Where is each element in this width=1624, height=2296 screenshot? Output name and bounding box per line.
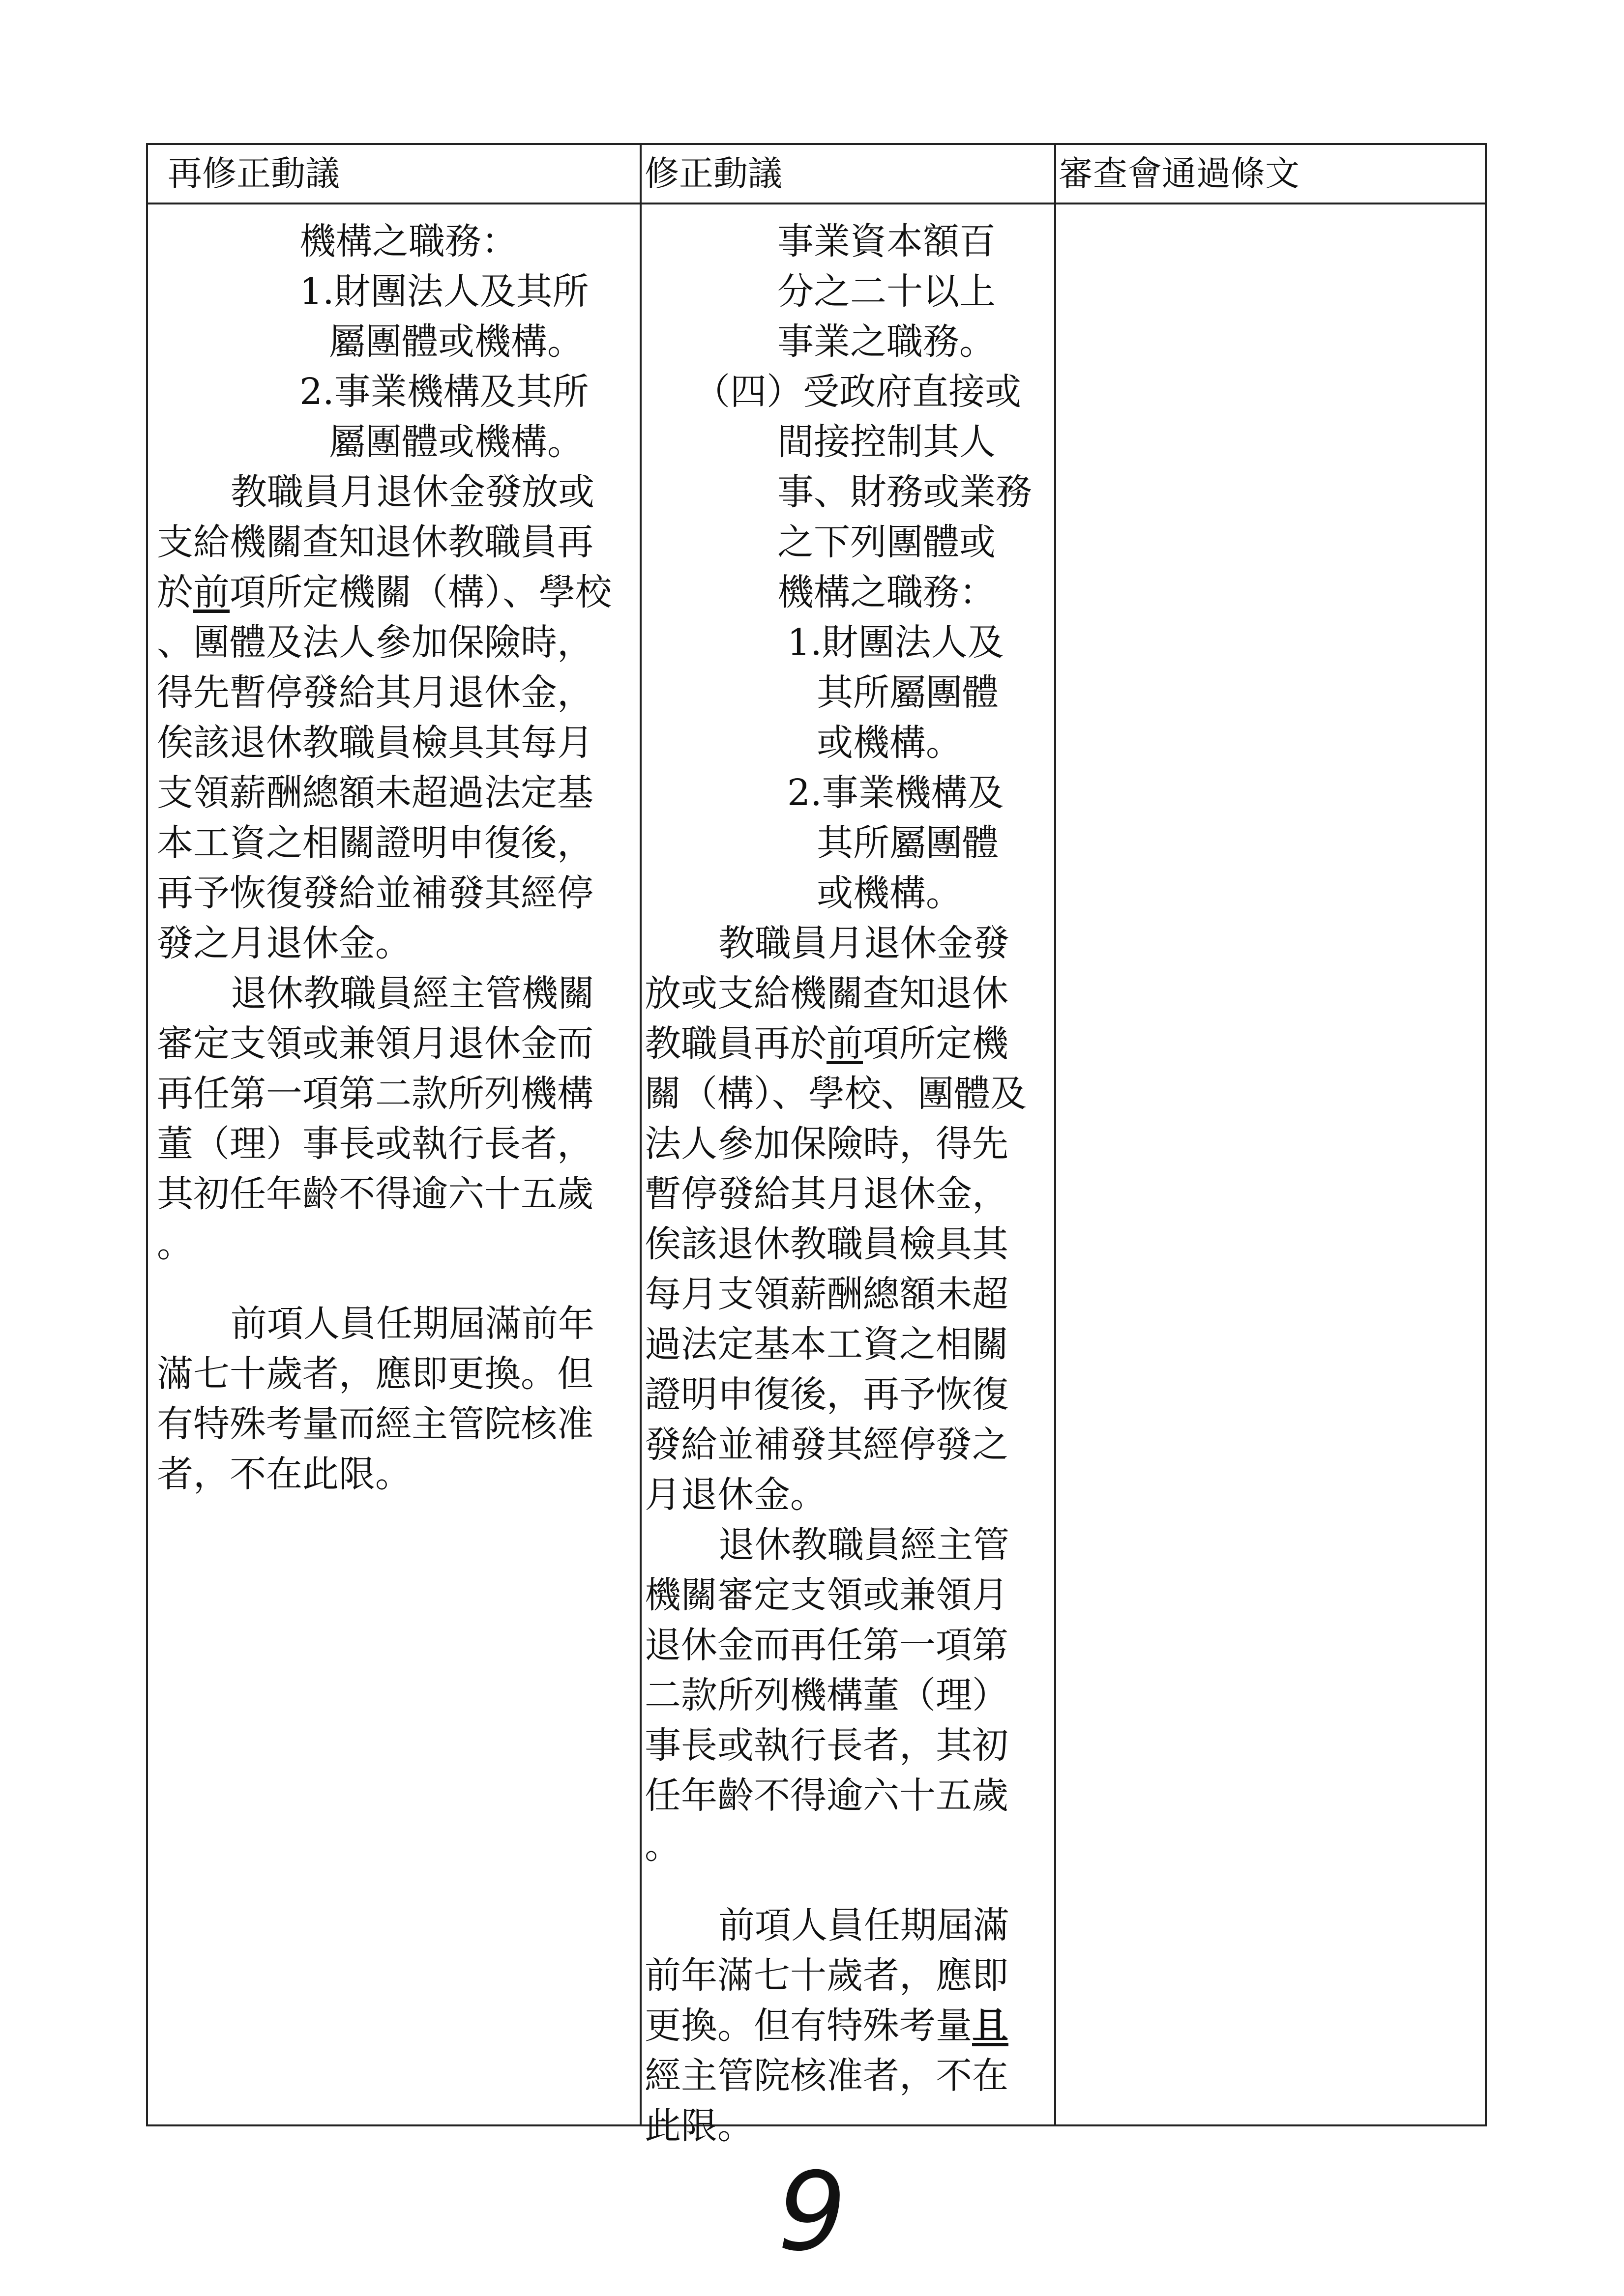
text-line [157,1018,634,1069]
line-text: 支給機關查知退休教職員再 [157,521,593,563]
line-text: 俟該退休教職員檢具其每月 [157,722,593,764]
text-line [645,467,1053,517]
line-text: 事業之職務。 [777,320,996,363]
text-line [645,617,1053,668]
line-text: 間接控制其人 [777,421,996,463]
column-divider [1054,145,1056,2124]
text-line [645,266,1053,317]
line-text: 或機構。 [817,872,962,914]
line-text: 。 [645,1825,681,1867]
line-text: 更換。但有特殊考量 [645,2005,972,2047]
line-text: 事長或執行長者，其初 [645,1724,1008,1767]
text-line [157,918,634,968]
line-text: 放或支給機關查知退休 [645,972,1008,1015]
paragraph-spacer [157,1269,634,1299]
text-line [157,517,634,567]
line-text: 法人參加保險時，得先 [645,1123,1008,1165]
text-line [157,1449,634,1499]
line-text: 二款所列機構董（理） [645,1674,1008,1716]
line-text: 退休教職員經主管 [718,1524,1009,1566]
line-text: 項所定機 [863,1022,1008,1065]
column-divider [640,145,642,2124]
line-text: 、團體及法人參加保險時， [157,621,593,664]
text-line [157,1399,634,1449]
text-line [645,818,1053,868]
text-line [645,367,1053,417]
text-line [645,1620,1053,1670]
line-text: 前項人員任期屆滿前年 [231,1303,594,1345]
line-text: 其初任年齡不得逾六十五歲 [157,1173,593,1215]
text-line [645,1369,1053,1420]
line-text: 前項人員任期屆滿 [718,1904,1009,1947]
underlined-text: 前 [827,1022,863,1065]
text-line [645,968,1053,1018]
line-text: 得先暫停發給其月退休金， [157,671,593,714]
line-text: 2.事業機構及其所 [299,371,589,413]
text-line [645,1950,1053,2001]
text-line [645,1771,1053,1821]
text-line [645,517,1053,567]
line-text: 者，不在此限。 [157,1453,412,1495]
text-line [157,718,634,768]
line-text: 再予恢復發給並補發其經停 [157,872,593,914]
text-line [645,567,1053,617]
text-line [645,1470,1053,1520]
text-line [645,1018,1053,1069]
line-text: 其所屬團體 [817,671,999,714]
text-line [645,317,1053,367]
line-text: 任年齡不得逾六十五歲 [645,1774,1008,1817]
line-text: 發之月退休金。 [157,922,412,964]
text-line [157,317,634,367]
line-text: 發給並補發其經停發之 [645,1424,1008,1466]
line-text: 董（理）事長或執行長者， [157,1123,593,1165]
line-text: 證明申復後，再予恢復 [645,1373,1008,1416]
line-text: 分之二十以上 [777,270,996,313]
text-line [157,868,634,918]
text-line [645,1119,1053,1169]
line-text: 事、財務或業務 [777,471,1032,513]
line-text: 教職員再於 [645,1022,827,1065]
line-text: 俟該退休教職員檢具其 [645,1223,1008,1265]
text-line [645,1670,1053,1720]
text-line [645,216,1053,266]
header-re-amendment: 再修正動議 [168,153,340,194]
text-line [157,1169,634,1219]
line-text: 滿七十歲者，應即更換。但 [157,1353,593,1395]
text-line [645,2101,1053,2151]
line-text: 月退休金。 [645,1474,827,1516]
line-text: 項所定機關（構）、學校 [230,571,612,613]
text-line [157,617,634,668]
text-line [645,668,1053,718]
text-line [645,868,1053,918]
line-text: 機關審定支領或兼領月 [645,1574,1008,1616]
line-text: 有特殊考量而經主管院核准 [157,1403,593,1445]
text-line [157,417,634,467]
line-text: 此限。 [645,2105,754,2147]
text-line [645,768,1053,818]
comparison-table [146,143,1487,2147]
line-text: 其所屬團體 [817,822,999,864]
text-line [645,2051,1053,2101]
underlined-text: 前 [193,571,230,613]
line-text: 1.財團法人及 [787,621,1004,664]
line-text: 事業資本額百 [777,220,996,262]
line-text: 過法定基本工資之相關 [645,1323,1008,1366]
text-line [157,367,634,417]
line-text: 暫停發給其月退休金， [645,1173,1008,1215]
re-amendment-column [157,216,634,1499]
line-text: 教職員月退休金發放或 [231,471,594,513]
text-line [157,818,634,868]
text-line [645,1720,1053,1771]
line-text: 本工資之相關證明申復後， [157,822,593,864]
header-divider [148,203,1485,204]
line-text: 每月支領薪酬總額未超 [645,1273,1008,1315]
amendment-column [645,216,1053,2151]
text-line [157,567,634,617]
text-line [157,1349,634,1399]
line-text: 屬團體或機構。 [329,320,584,363]
line-text: 屬團體或機構。 [329,421,584,463]
text-line [645,1900,1053,1950]
text-line [157,1219,634,1269]
text-line [645,1269,1053,1319]
line-text: 。 [157,1223,193,1265]
text-line [157,968,634,1018]
line-text: 機構之職務： [299,220,518,262]
text-line [645,1520,1053,1570]
text-line [645,417,1053,467]
text-line [645,1069,1053,1119]
line-text: 或機構。 [817,722,962,764]
line-text: 支領薪酬總額未超過法定基 [157,772,593,814]
line-text: 前年滿七十歲者，應即 [645,1954,1008,1997]
header-amendment: 修正動議 [645,153,782,194]
line-text: 關（構）、學校、團體及 [645,1073,1027,1115]
text-line [645,2001,1053,2051]
text-line [157,216,634,266]
line-text: 退休教職員經主管機關 [231,972,594,1015]
text-line [645,1420,1053,1470]
header-committee-text: 審查會通過條文 [1059,153,1299,194]
text-line [645,1570,1053,1620]
text-line [645,718,1053,768]
line-text: 2.事業機構及 [787,772,1004,814]
text-line [157,668,634,718]
line-text: 退休金而再任第一項第 [645,1624,1008,1666]
text-line [645,1319,1053,1369]
line-text: 再任第一項第二款所列機構 [157,1073,593,1115]
paragraph-spacer [645,1871,1053,1900]
line-text: 於 [157,571,193,613]
line-text: 1.財團法人及其所 [299,270,589,313]
text-line [157,1299,634,1349]
underlined-bold-text: 且 [972,2005,1008,2047]
text-line [645,1219,1053,1269]
text-line [645,1169,1053,1219]
line-text: 審定支領或兼領月退休金而 [157,1022,593,1065]
text-line [157,467,634,517]
line-text: 之下列團體或 [777,521,996,563]
text-line [645,918,1053,968]
page-number: 9 [777,2149,847,2275]
line-text: 經主管院核准者，不在 [645,2055,1008,2097]
text-line [157,768,634,818]
line-text: 機構之職務： [777,571,996,613]
line-text: 教職員月退休金發 [718,922,1009,964]
text-line [157,1069,634,1119]
text-line [157,266,634,317]
text-line [157,1119,634,1169]
text-line [645,1821,1053,1871]
line-text: （四）受政府直接或 [694,371,1021,413]
